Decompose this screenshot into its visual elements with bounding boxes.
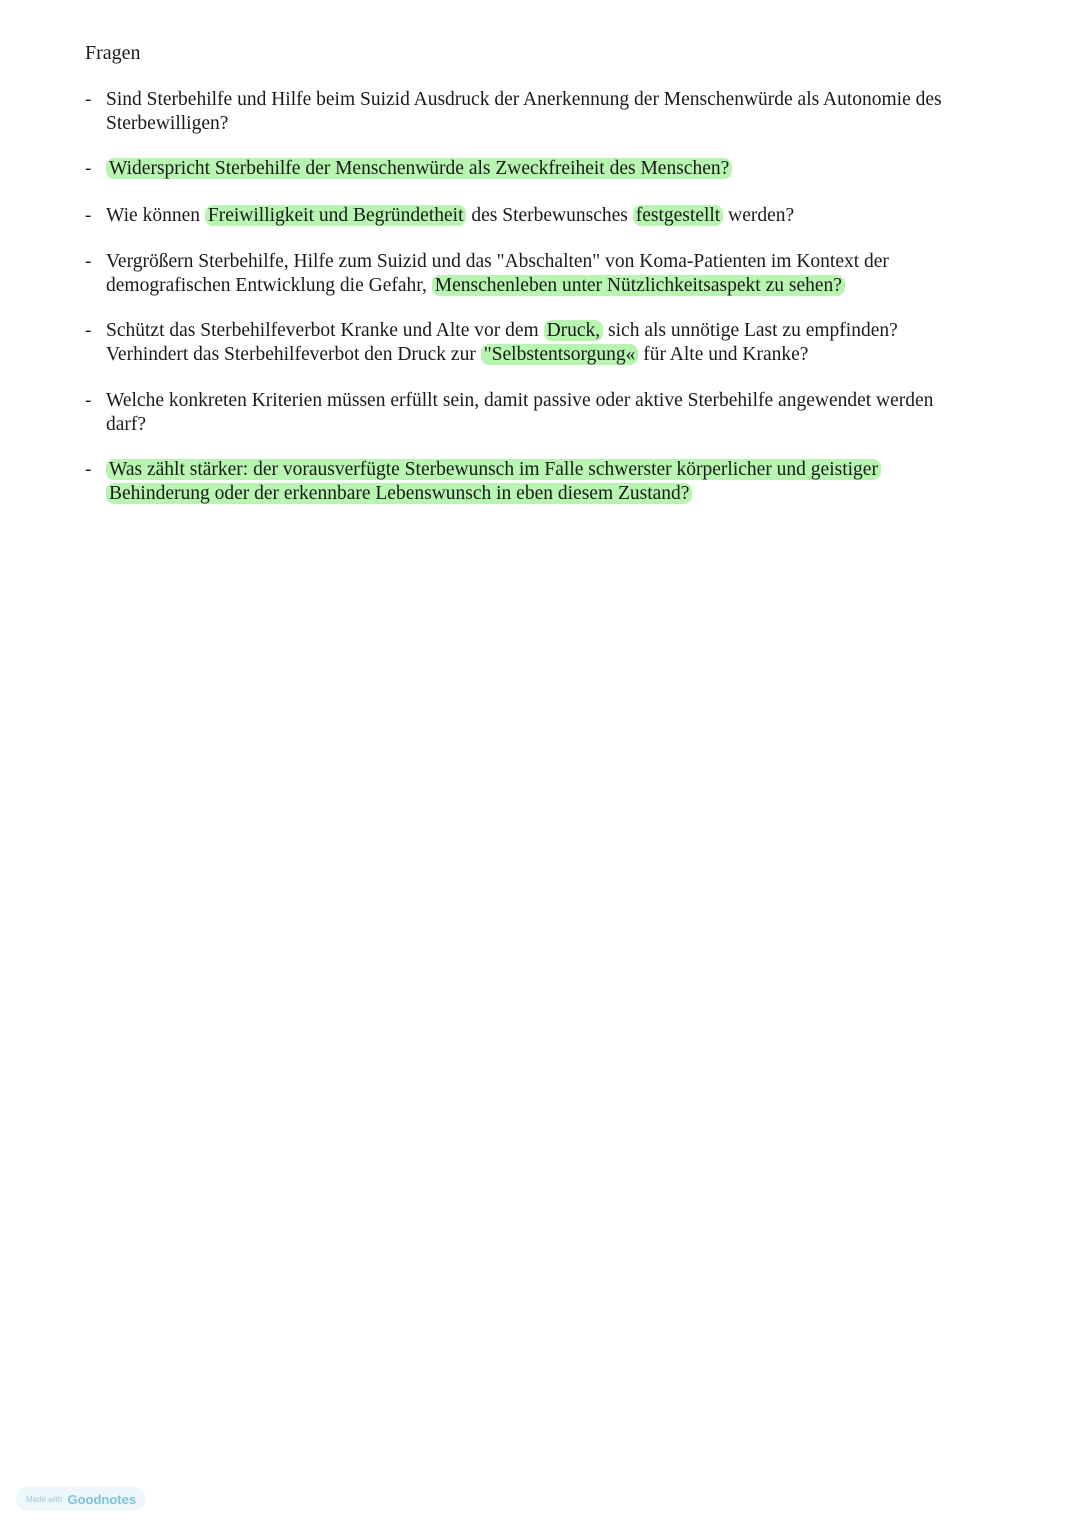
question-text bbox=[106, 458, 955, 505]
question-text-segment: für Alte und Kranke? bbox=[638, 343, 809, 365]
bullet-dash: - bbox=[85, 459, 92, 480]
highlighted-text: festgestellt bbox=[633, 205, 723, 226]
question-6 bbox=[85, 389, 955, 436]
question-text-segment: werden? bbox=[723, 205, 795, 226]
bullet-dash: - bbox=[85, 205, 92, 226]
question-3 bbox=[85, 204, 955, 228]
question-2 bbox=[85, 157, 955, 181]
question-text-segment: sich als unnötige Last zu empfinden? Verhindert das Sterbehilfeverbot den Druck zur bbox=[106, 320, 898, 365]
question-5 bbox=[85, 319, 955, 366]
question-4 bbox=[85, 250, 955, 297]
question-text bbox=[106, 319, 955, 366]
page-title: Fragen bbox=[85, 42, 141, 64]
highlighted-text: "Selbstentsorgung« bbox=[481, 344, 639, 365]
highlighted-text: Menschenleben unter Nützlichkeitsaspekt zu sehen? bbox=[432, 275, 845, 296]
bullet-dash: - bbox=[85, 158, 92, 179]
question-text bbox=[106, 157, 955, 181]
bullet-dash: - bbox=[85, 390, 92, 411]
question-1 bbox=[85, 88, 955, 135]
bullet-dash: - bbox=[85, 251, 92, 272]
bullet-dash: - bbox=[85, 89, 92, 110]
made-with-label: Made with bbox=[26, 1494, 63, 1504]
question-text-segment: Sind Sterbehilfe und Hilfe beim Suizid Ausdruck der Anerkennung der Menschenwürde als Autonomie des Sterbewilligen? bbox=[106, 89, 942, 134]
bullet-dash: - bbox=[85, 320, 92, 341]
highlighted-text: Freiwilligkeit und Begründetheit bbox=[205, 205, 467, 226]
question-text bbox=[106, 250, 955, 297]
question-text-segment: des Sterbewunsches bbox=[466, 205, 633, 226]
question-text bbox=[106, 88, 955, 135]
question-text-segment: Vergrößern Sterbehilfe, Hilfe zum Suizid und das "Abschalten" von Koma-Patienten im Kontext der demografischen Entwicklung die Gefahr, bbox=[106, 251, 889, 296]
highlighted-text: Druck, bbox=[544, 320, 604, 341]
question-text bbox=[106, 204, 955, 228]
goodnotes-logo-text: Goodnotes bbox=[67, 1491, 137, 1507]
highlighted-text: Widerspricht Sterbehilfe der Menschenwürde als Zweckfreiheit des Menschen? bbox=[106, 158, 732, 179]
highlighted-text: Was zählt stärker: der vorausverfügte Sterbewunsch im Falle schwerster körperlicher und geistiger Behinderung oder der erkennbare Lebenswunsch in eben diesem Zustand? bbox=[106, 459, 881, 504]
question-text bbox=[106, 389, 955, 436]
question-7 bbox=[85, 458, 955, 505]
question-text-segment: Wie können bbox=[106, 205, 205, 226]
question-text-segment: Welche konkreten Kriterien müssen erfüllt sein, damit passive oder aktive Sterbehilfe angewendet werden darf? bbox=[106, 390, 934, 435]
question-text-segment: Schützt das Sterbehilfeverbot Kranke und Alte vor dem bbox=[106, 320, 544, 341]
made-with-goodnotes-badge bbox=[16, 1487, 146, 1511]
